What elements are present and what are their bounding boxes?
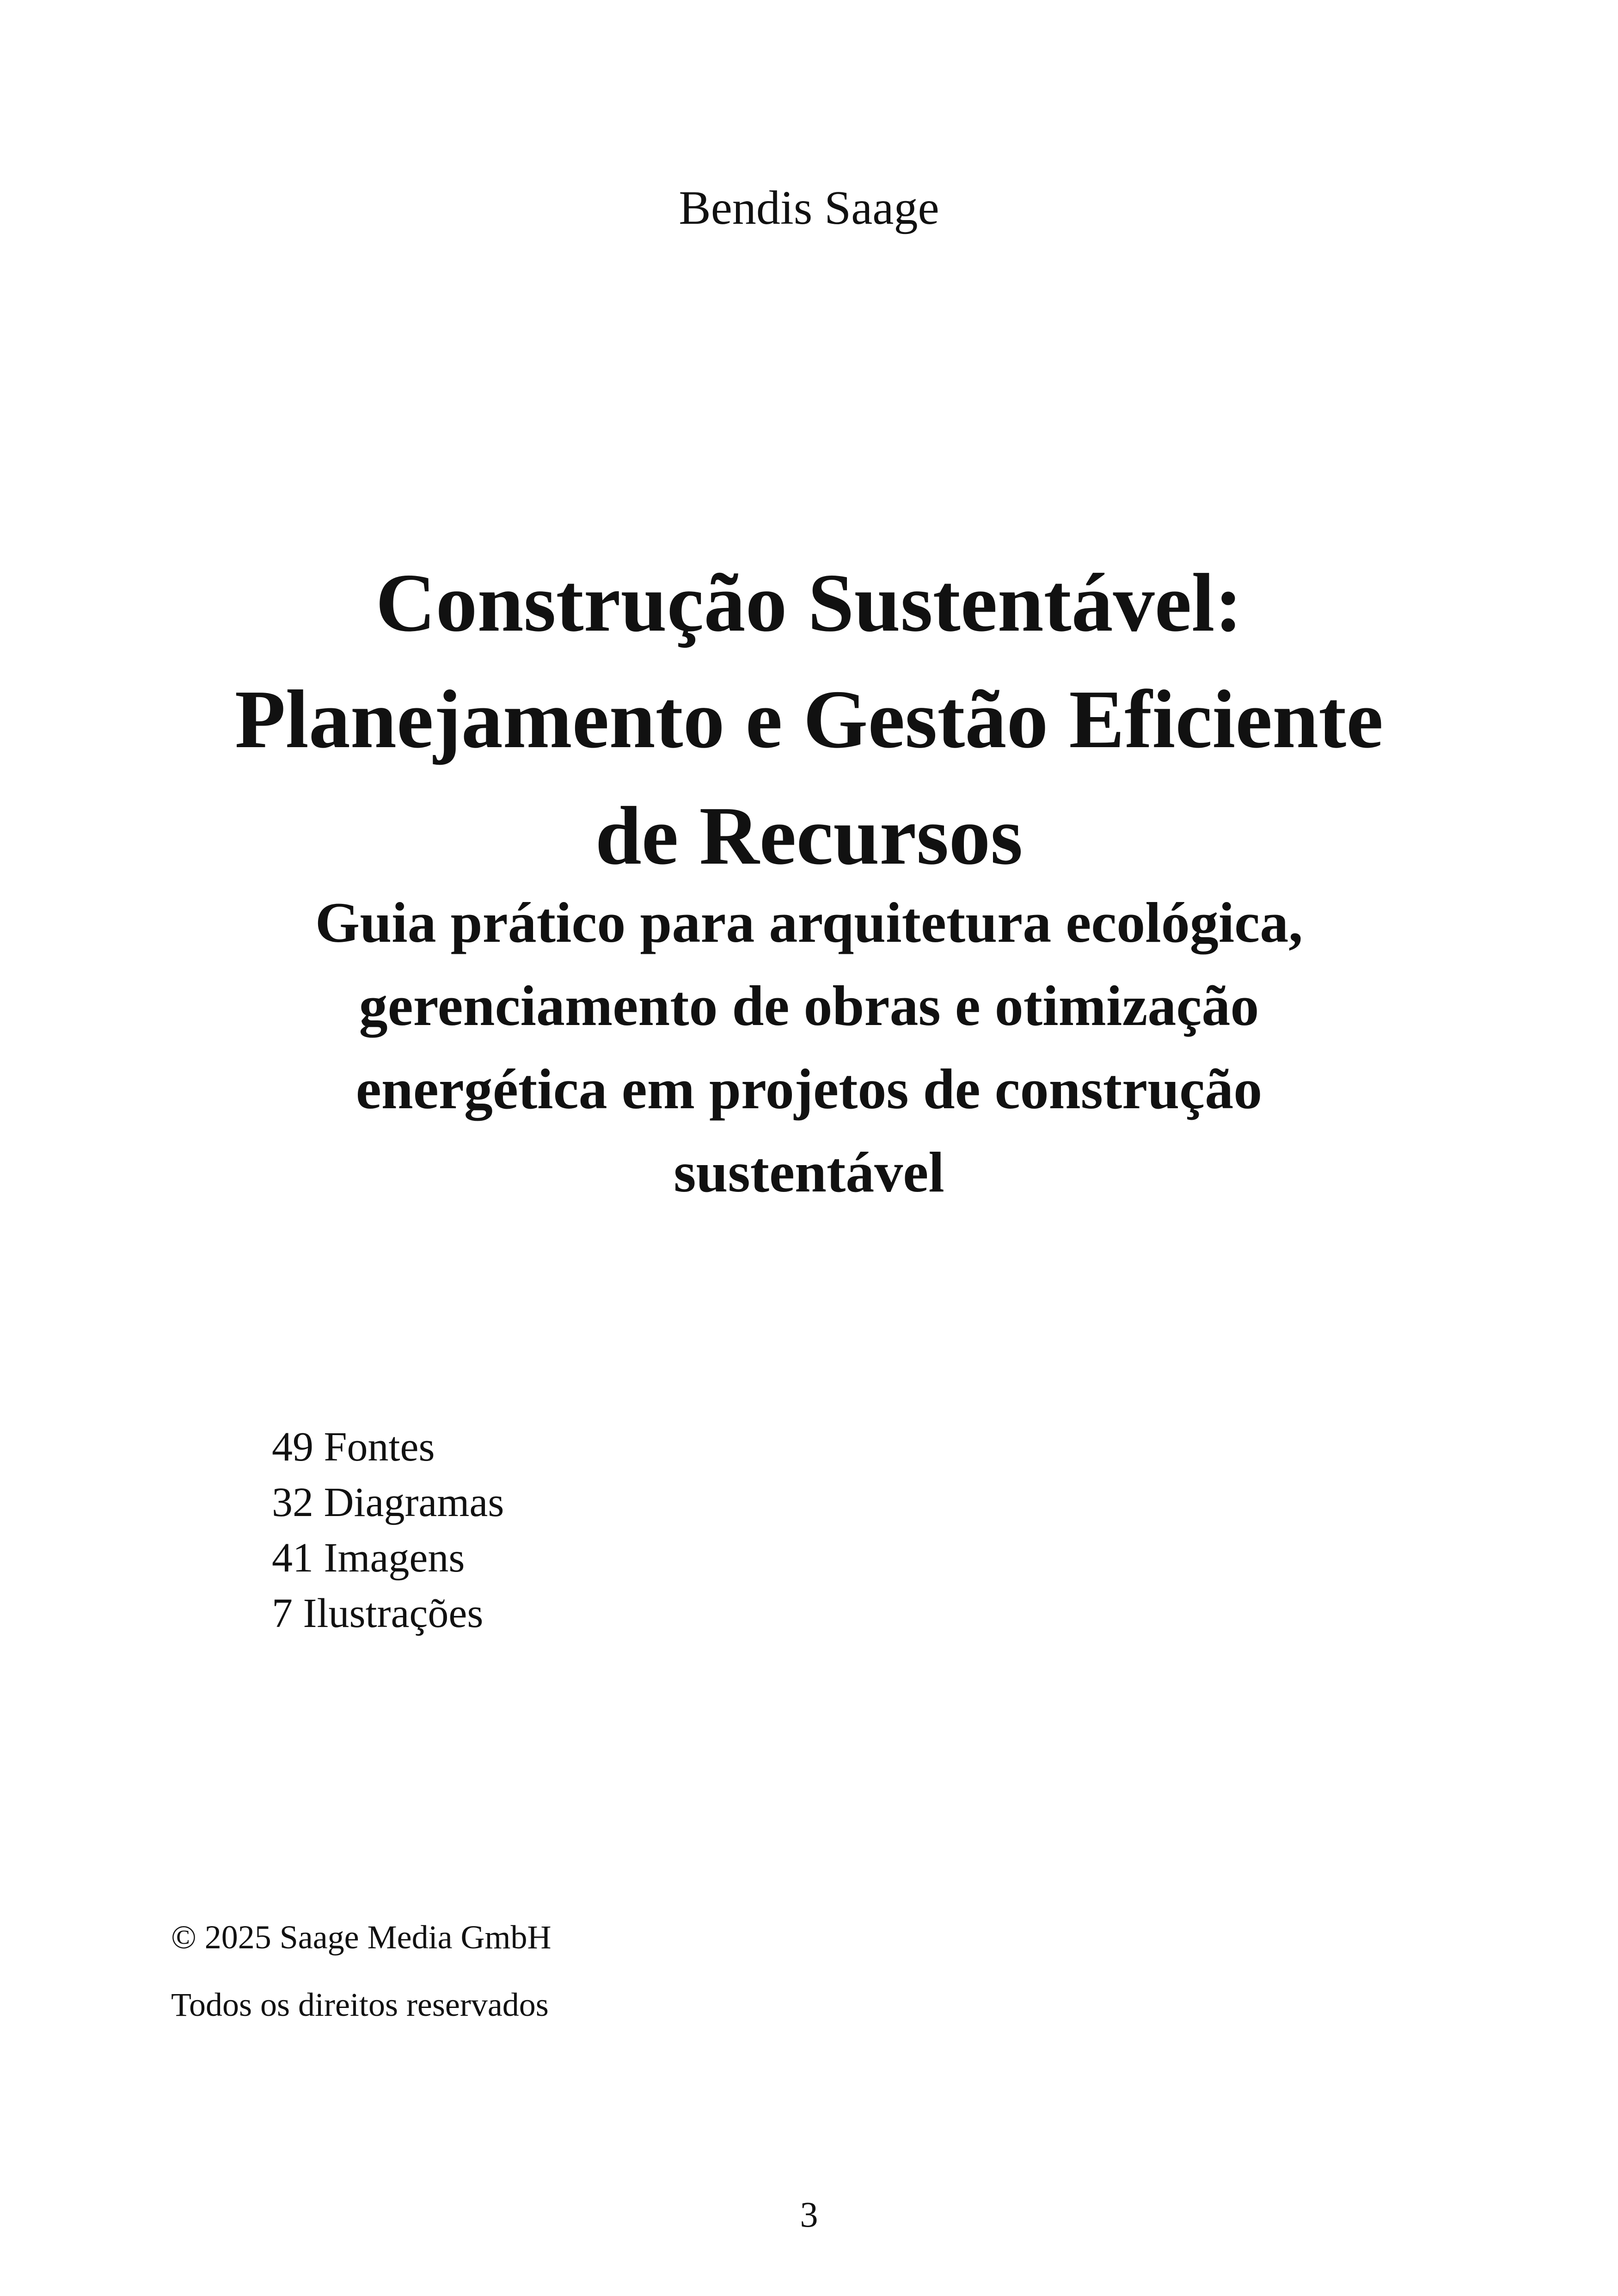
copyright-notice: © 2025 Saage Media GmbH xyxy=(171,1919,552,1956)
rights-notice: Todos os direitos reservados xyxy=(171,1986,549,2023)
book-title-line: Construção Sustentável: xyxy=(375,557,1243,649)
stat-diagrams: 32 Diagramas xyxy=(272,1480,504,1525)
book-subtitle-line: Guia prático para arquitetura ecológica, xyxy=(315,891,1303,954)
book-subtitle-line: energética em projetos de construção xyxy=(355,1057,1263,1121)
book-title-line: Planejamento e Gestão Eficiente xyxy=(234,673,1384,765)
stat-sources: 49 Fontes xyxy=(272,1424,435,1470)
stat-images: 41 Imagens xyxy=(272,1535,465,1581)
page-number: 3 xyxy=(800,2194,818,2235)
author-name: Bendis Saage xyxy=(679,181,939,234)
book-subtitle-line: sustentável xyxy=(674,1141,944,1204)
book-subtitle-line: gerenciamento de obras e otimização xyxy=(359,974,1259,1037)
book-title-line: de Recursos xyxy=(595,790,1023,882)
book-title xyxy=(0,545,1618,894)
content-stats-list xyxy=(272,1419,504,1641)
stat-illustrations: 7 Ilustrações xyxy=(272,1590,484,1636)
book-subtitle xyxy=(0,881,1618,1214)
